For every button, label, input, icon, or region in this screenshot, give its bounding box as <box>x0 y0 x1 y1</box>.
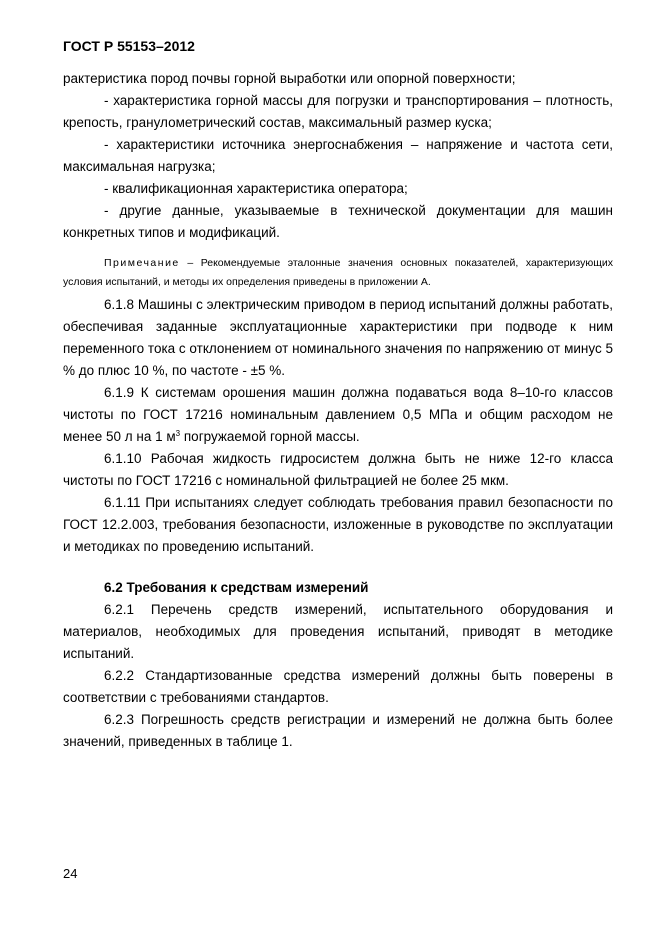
note-label: Примечание <box>104 257 180 269</box>
list-item: - другие данные, указываемые в технической документации для машин конкретных типов и модификаций. <box>63 203 613 240</box>
list-item: - квалификационная характеристика оператора; <box>104 181 408 196</box>
section-heading: 6.2 Требования к средствам измерений <box>104 580 369 595</box>
clause-6-2-1: 6.2.1 Перечень средств измерений, испытательного оборудования и материалов, необходимых для проведения испытаний, приводят в методике испытаний. <box>63 602 613 661</box>
clause-6-1-9-tail: погружаемой горной массы. <box>180 429 360 444</box>
clause-6-2-3: 6.2.3 Погрешность средств регистрации и измерений не должна быть более значений, приведенных в таблице 1. <box>63 712 613 749</box>
note <box>63 254 613 292</box>
clause-6-1-8: 6.1.8 Машины с электрическим приводом в период испытаний должны работать, обеспечивая заданные эксплуатационные характеристики при подводе к ним переменного тока с отклонением от номинального значения по напряжению от минус 5 % до плюс 10 %, по частоте - ±5 %. <box>63 297 613 378</box>
paragraph-continuation: рактеристика пород почвы горной выработки или опорной поверхности; <box>63 71 516 86</box>
list-item: - характеристика горной массы для погрузки и транспортирования – плотность, крепость, гранулометрический состав, максимальный размер куска; <box>63 93 613 130</box>
list-item: - характеристики источника энергоснабжения – напряжение и частота сети, максимальная нагрузка; <box>63 137 613 174</box>
superscript: 3 <box>175 429 181 438</box>
page-body <box>63 68 613 753</box>
clause-6-1-9-text: 6.1.9 К системам орошения машин должна подаваться вода 8–10-го классов чистоты по ГОСТ 17216 номинальным давлением 0,5 МПа и общим расходом не менее 50 л на 1 м <box>63 385 613 444</box>
note-dash: – <box>179 257 201 269</box>
document-header: ГОСТ Р 55153–2012 <box>63 38 195 54</box>
note-text: Рекомендуемые эталонные значения основных показателей, характеризующих условия испытаний, и методы их определения приведены в приложении А. <box>63 257 613 288</box>
clause-6-1-9 <box>63 382 613 448</box>
clause-6-1-11: 6.1.11 При испытаниях следует соблюдать требования правил безопасности по ГОСТ 12.2.003, требования безопасности, изложенные в руководстве по эксплуатации и методиках по проведению испытаний. <box>63 495 613 554</box>
clause-6-1-10: 6.1.10 Рабочая жидкость гидросистем должна быть не ниже 12-го класса чистоты по ГОСТ 17216 с номинальной фильтрацией не более 25 мкм. <box>63 451 613 488</box>
clause-6-2-2: 6.2.2 Стандартизованные средства измерений должны быть поверены в соответствии с требованиями стандартов. <box>63 668 613 705</box>
page-number: 24 <box>63 866 78 881</box>
